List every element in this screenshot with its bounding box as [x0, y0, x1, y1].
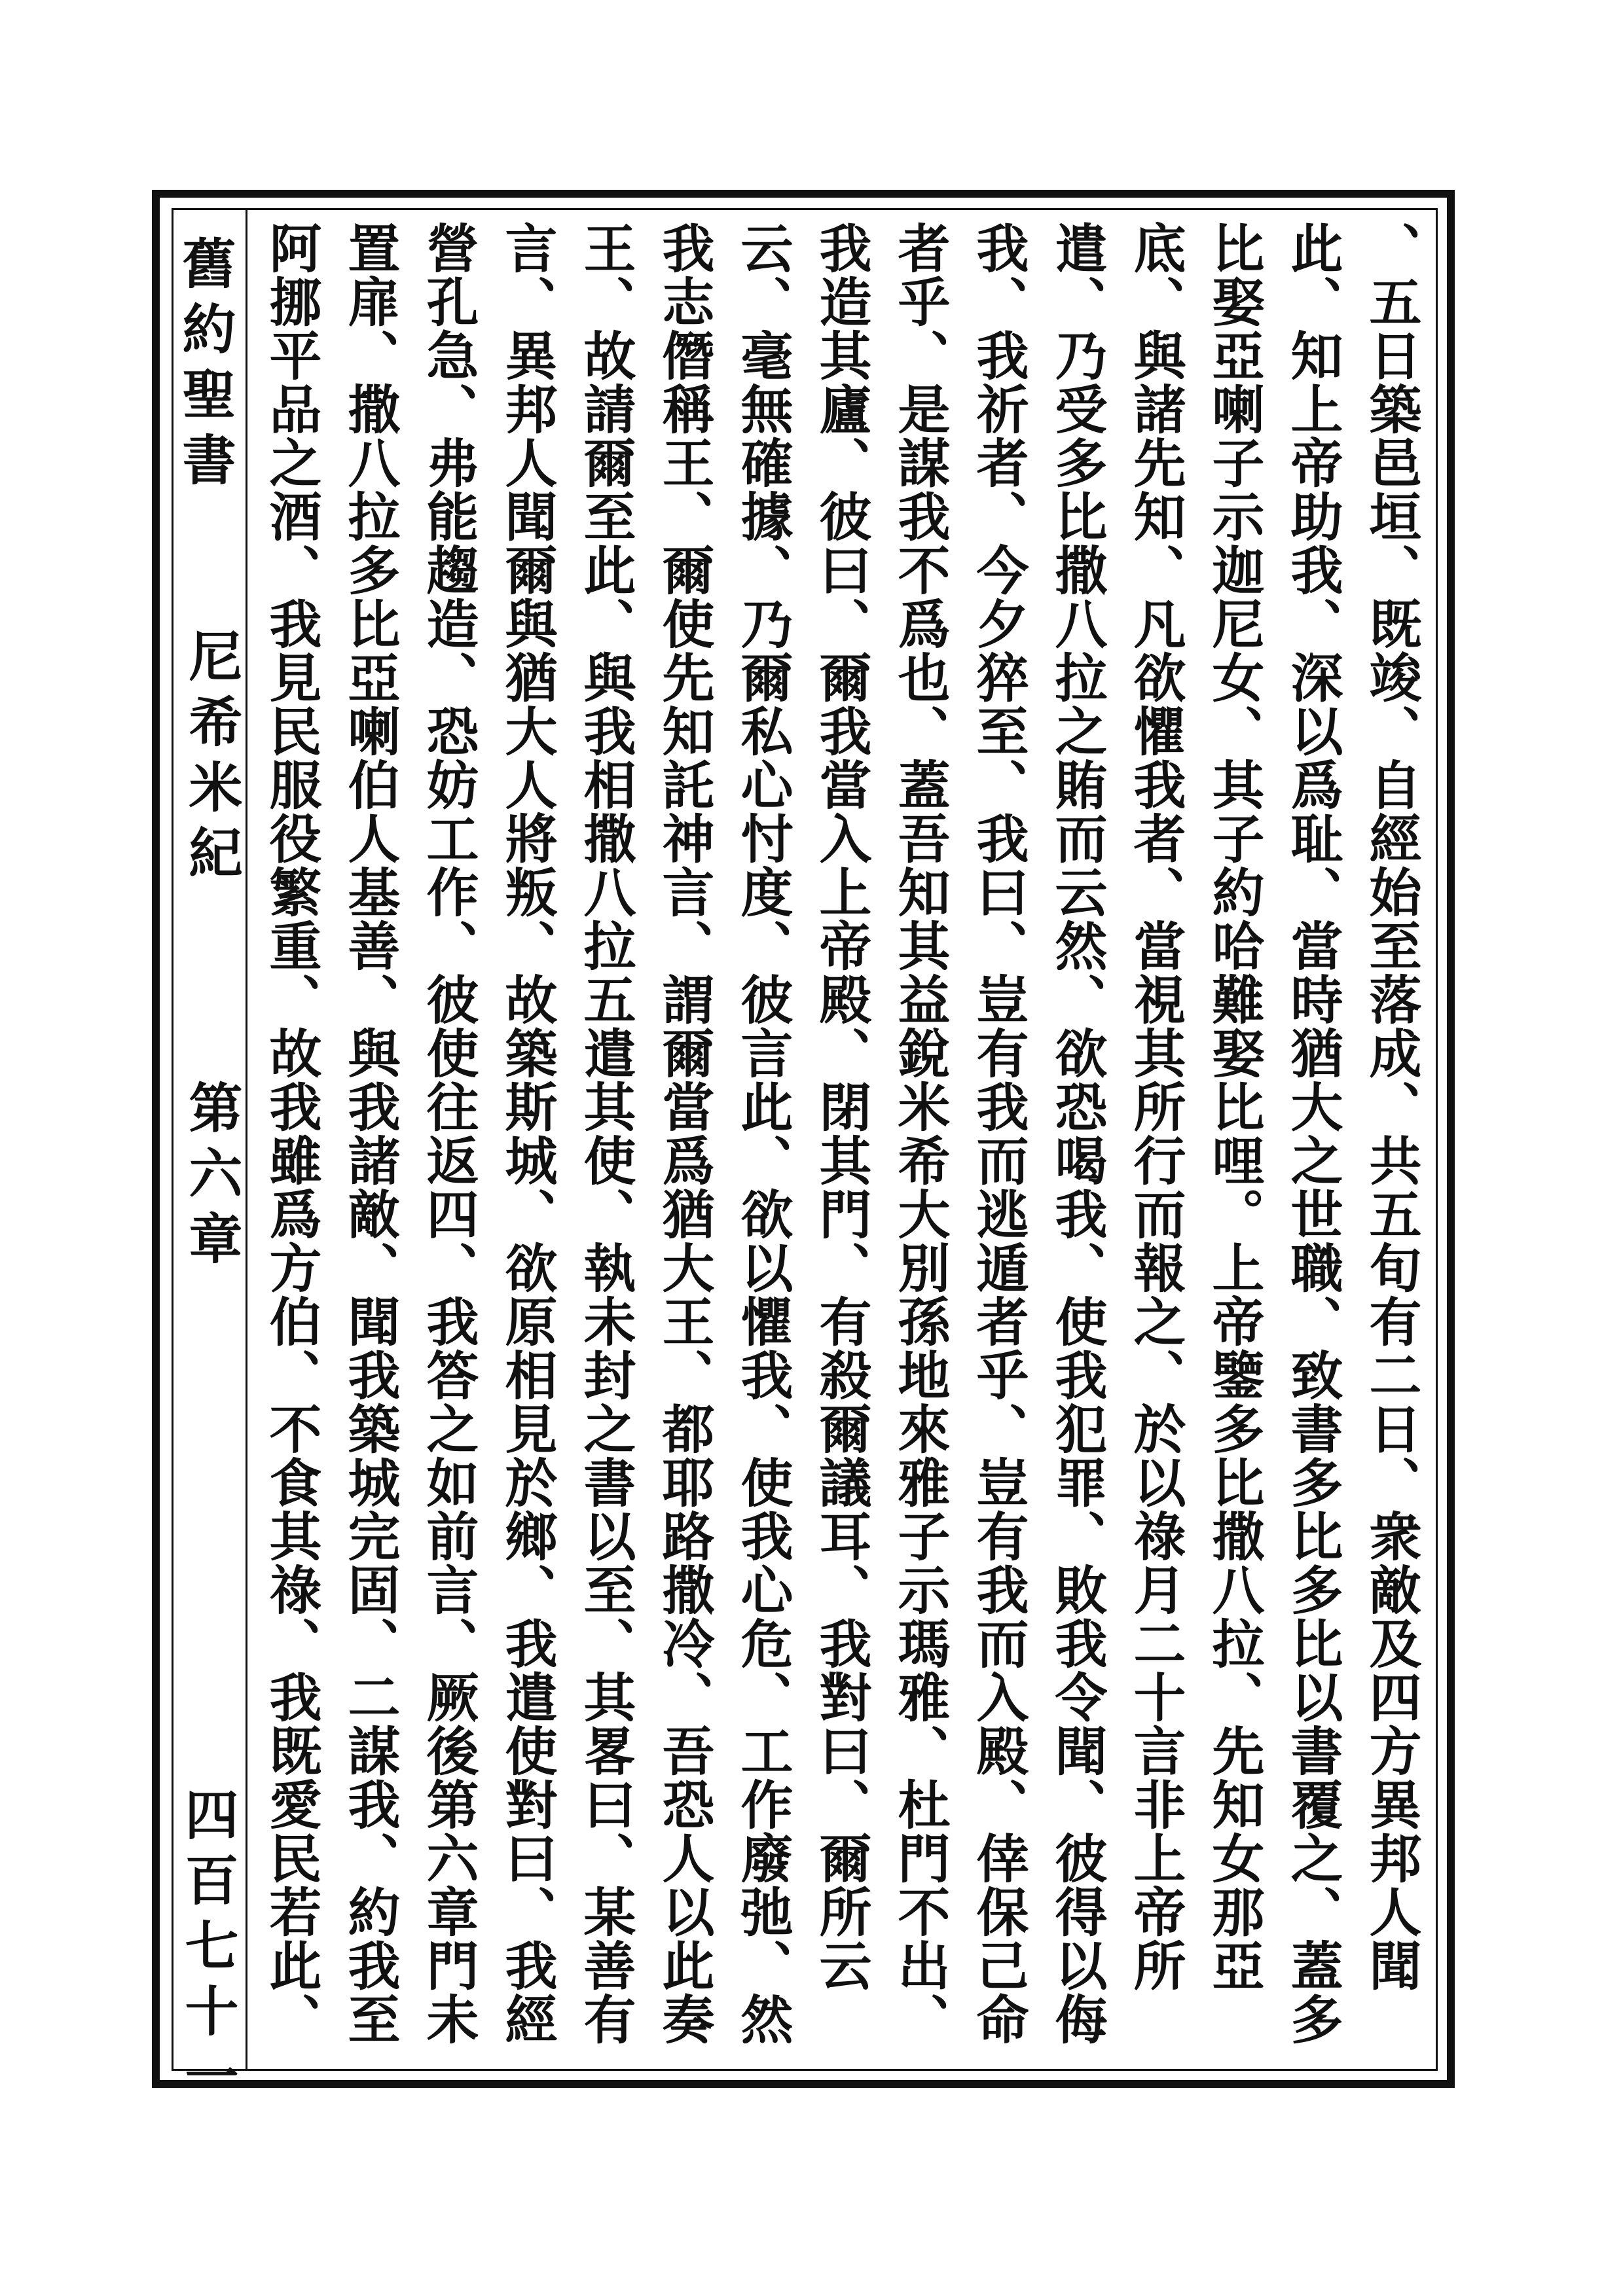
header-divider [246, 208, 247, 2071]
part-title: 尼希米紀 [180, 628, 243, 890]
page-number: 四百七十一 [176, 1787, 239, 2114]
chapter-title: 第六章 [180, 1080, 243, 1276]
scripture-body: 、五日築邑垣、既竣、自經始至落成、共五旬有二日、衆敵及四方異邦人聞此、知上帝助我、深以爲耻、當時猶大之世職、致書多比多比以書覆之、蓋多比娶亞喇子示迦尼女、其子約哈難娶比哩。上帝鑒多比撒八拉、先知女那亞底、與諸先知、凡欲懼我者、當視其所行而報之、於以祿月二十言非上帝所遣、乃受多比撒八拉之賄而云然、欲恐喝我、使我犯罪、敗我令聞、彼得以侮我、我祈者、今夕猝至、我曰、豈有我而逃遁者乎、豈有我而入殿、倖保己命者乎、是謀我不爲也、蓋吾知其益銳米希大別孫地來雅子示瑪雅、杜門不出、我造其廬、彼曰、爾我當入上帝殿、閉其門、有殺爾議耳、我對曰、爾所云云、毫無確據、乃爾私心忖度、彼言此、欲以懼我、使我心危、工作廢弛、然我志僭稱王、爾使先知託神言、謂爾當爲猶大王、都耶路撒冷、吾恐人以此奏王、故請爾至此、與我相撒八拉五遣其使、執未封之書以至、其畧曰、某善有言、異邦人聞爾與猶大人將叛、故築斯城、欲原相見於鄉、我遣使對曰、我經營孔急、弗能趨造、恐妨工作、彼使往返四、我答之如前言、厥後第六章門未置扉、撒八拉多比亞喇伯人基善、與我諸敵、聞我築城完固、二謀我、約我至阿挪平品之酒、我見民服役繁重、故我雖爲方伯、不食其祿、我既愛民若此、 [261, 221, 1422, 2046]
book-title: 舊約聖書 [173, 236, 236, 497]
scripture-text [252, 221, 1431, 2060]
